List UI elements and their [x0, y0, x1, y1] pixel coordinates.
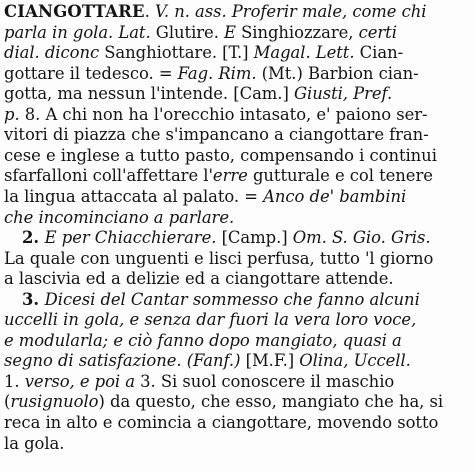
text-segment: Glutire. [155, 22, 225, 42]
text-segment: gutturale e col tenere [252, 166, 433, 186]
text-segment: Sanghiottare. [T.] [104, 43, 254, 63]
text-segment: certi [358, 22, 397, 42]
text-segment: che incominciano a parlare. [4, 207, 235, 227]
text-segment: [M.F.] [245, 351, 300, 371]
text-segment: E per Chiacchierare. [44, 228, 222, 248]
text-segment: rusignuolo [10, 392, 99, 412]
text-segment: 8. A chi non ha l'orecchio intasato, e' paiono ser- [24, 104, 428, 124]
text-segment: uccelli in gola, e senza dar fuori la vera loro voce, [4, 310, 417, 330]
text-segment: cese e inglese a tutto pasto, compensando i continui [4, 145, 437, 165]
text-segment: erre [212, 166, 253, 186]
text-segment: E [224, 22, 242, 42]
text-segment: ) da questo, che esso, mangiato che ha, si [98, 392, 444, 412]
text-segment: la gola. [4, 433, 65, 453]
text-segment: 2. [22, 228, 45, 248]
text-segment: La quale con unguenti e lisci perfusa, tutto 'l giorno [4, 248, 434, 268]
text-segment: gotta, ma nessun l'intende. [Cam.] [4, 84, 294, 104]
text-segment: 3. Si suol conoscere il maschio [140, 371, 395, 391]
text-segment: V. n. ass. Proferir male, come chi [154, 2, 427, 21]
text-segment: segno di satisfazione. (Fanf.) [4, 351, 246, 371]
text-segment: 3. [22, 289, 45, 309]
text-segment: (Mt.) Barbion cian- [261, 63, 419, 83]
text-segment: . [144, 2, 155, 21]
text-segment: gottare il tedesco. = [4, 63, 178, 83]
text-line [4, 432, 470, 456]
headword: CIANGOTTARE [4, 2, 145, 21]
text-segment: Giusti, Pref. [293, 84, 393, 104]
text-segment: Fag. Rim. [177, 63, 262, 83]
text-segment: Cian- [359, 43, 404, 63]
text-segment: [Camp.] [221, 228, 293, 248]
text-segment: Singhiozzare, [241, 22, 359, 42]
text-segment: 1. [4, 371, 25, 391]
text-segment: Om. S. Gio. Gris. [292, 228, 431, 248]
text-segment: verso, e poi a [24, 371, 141, 391]
text-segment: reca in alto e comincia a ciangottare, movendo sotto [4, 413, 439, 432]
text-segment: sfarfalloni coll'affettare l' [4, 166, 213, 186]
text-segment: parla in gola. Lat. [4, 22, 156, 42]
text-segment: Anco de' bambini [263, 186, 407, 206]
text-segment: p. [4, 104, 25, 124]
text-segment: Olina, Uccell. [299, 351, 411, 371]
text-segment: Dicesi del Cantar sommesso che fanno alcuni [44, 289, 420, 309]
text-segment: ( [4, 392, 11, 412]
text-segment: dial. diconc [4, 43, 105, 63]
text-segment: e modularla; e ciò fanno dopo mangiato, quasi a [4, 330, 402, 350]
text-segment: Magal. Lett. [253, 43, 360, 63]
text-segment: a lascivia ed a delizie ed a ciangottare attende. [4, 269, 394, 289]
text-segment: vitori di piazza che s'impancano a ciangottare fran- [4, 125, 429, 145]
text-segment: la lingua attaccata al palato. = [4, 186, 264, 206]
